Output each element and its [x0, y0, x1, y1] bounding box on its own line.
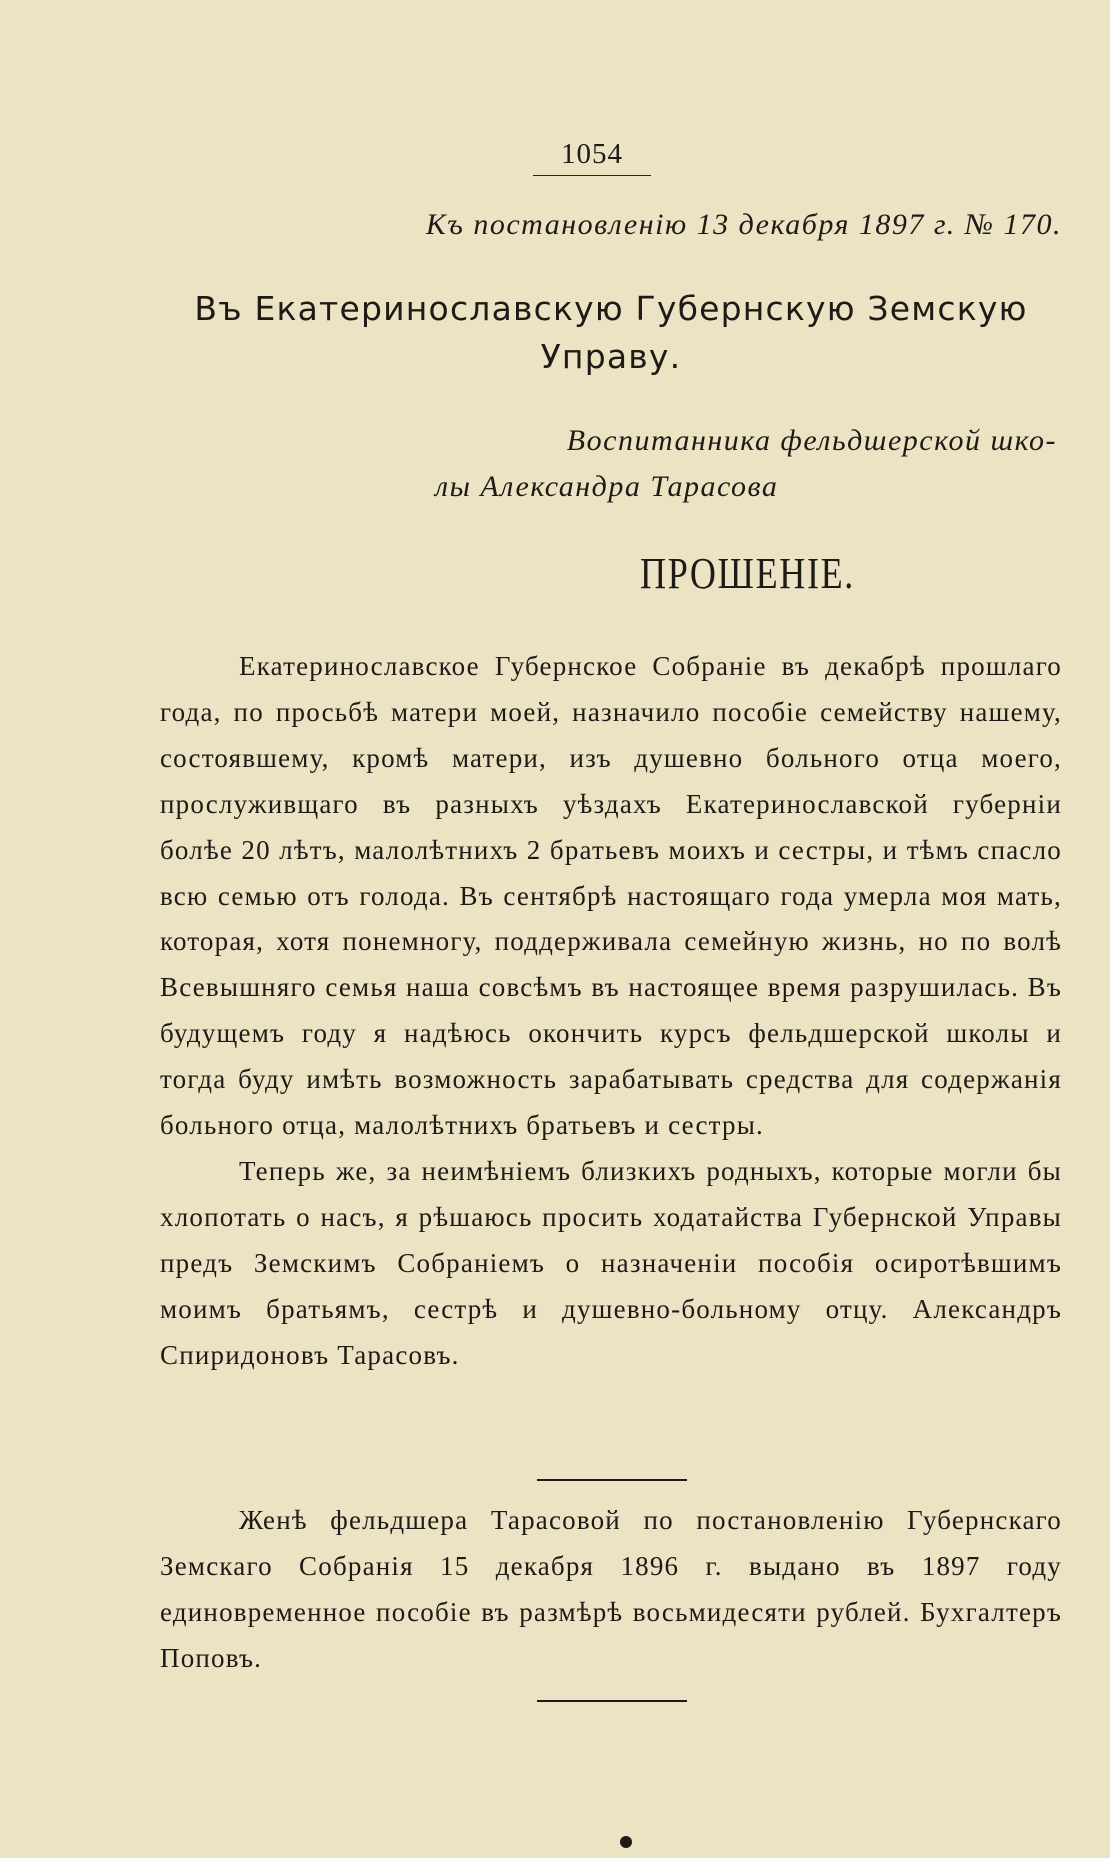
note-paragraph: Женѣ фельдшера Тарасовой по постановленію Губернскаго Земскаго Собранія 15 декабря 1896 г. выдано въ 1897 году единовременное пособіе въ размѣрѣ восьмидесяти рублей. Бухгалтеръ Поповъ. [160, 1505, 1062, 1673]
sender-line-1: Воспитанника фельдшерской шко- [566, 424, 1057, 457]
sender-line-2: лы Александра Тарасова [435, 470, 779, 503]
petition-body [160, 644, 1062, 1379]
addressee: Въ Екатеринославскую Губернскую Земскую Управу. [194, 289, 1028, 376]
body-paragraph-2: Теперь же, за неимѣніемъ близкихъ родныхъ, которые могли бы хлопотать о насъ, я рѣшаюсь просить ходатайства Губернской Управы предъ Земскимъ Собраніемъ о назначеніи пособія осиротѣвшимъ моимъ братьямъ, сестрѣ и душевно-больному отцу. Александръ Спиридоновъ Тарасовъ. [160, 1155, 1062, 1370]
page-number-rule [533, 175, 651, 176]
reference-line: Къ постановленію 13 декабря 1897 г. № 170. [425, 208, 1062, 241]
petition-heading: ПРОШЕНІЕ. [640, 549, 855, 598]
separator-rule [537, 1479, 687, 1481]
body-paragraph-1: Екатеринославское Губернское Собраніе въ декабрѣ прошлаго года, по просьбѣ матери моей, назначило пособіе семейству нашему, состоявшему, кромѣ матери, изъ душевно больного отца моего, прослуживщаго въ разныхъ уѣздахъ Екатеринославской губерніи болѣе 20 лѣтъ, малолѣтнихъ 2 братьевъ моихъ и сестры, и тѣмъ спасло всю семью отъ голода. Въ сентябрѣ настоящаго года умерла моя мать, которая, хотя понемногу, поддерживала семейную жизнь, но по волѣ Всевышняго семья наша совсѣмъ въ настоящее время разрушилась. Въ будущемъ году я надѣюсь окончить курсъ фельдшерской школы и тогда буду имѣть возможность зарабатывать средства для содержанія больного отца, малолѣтнихъ братьевъ и сестры. [160, 651, 1062, 1141]
accounting-note [160, 1497, 1062, 1681]
separator-rule-bottom [537, 1700, 687, 1702]
sender [160, 418, 1062, 510]
bottom-dot-ornament [620, 1836, 632, 1848]
page-number: 1054 [561, 138, 623, 170]
